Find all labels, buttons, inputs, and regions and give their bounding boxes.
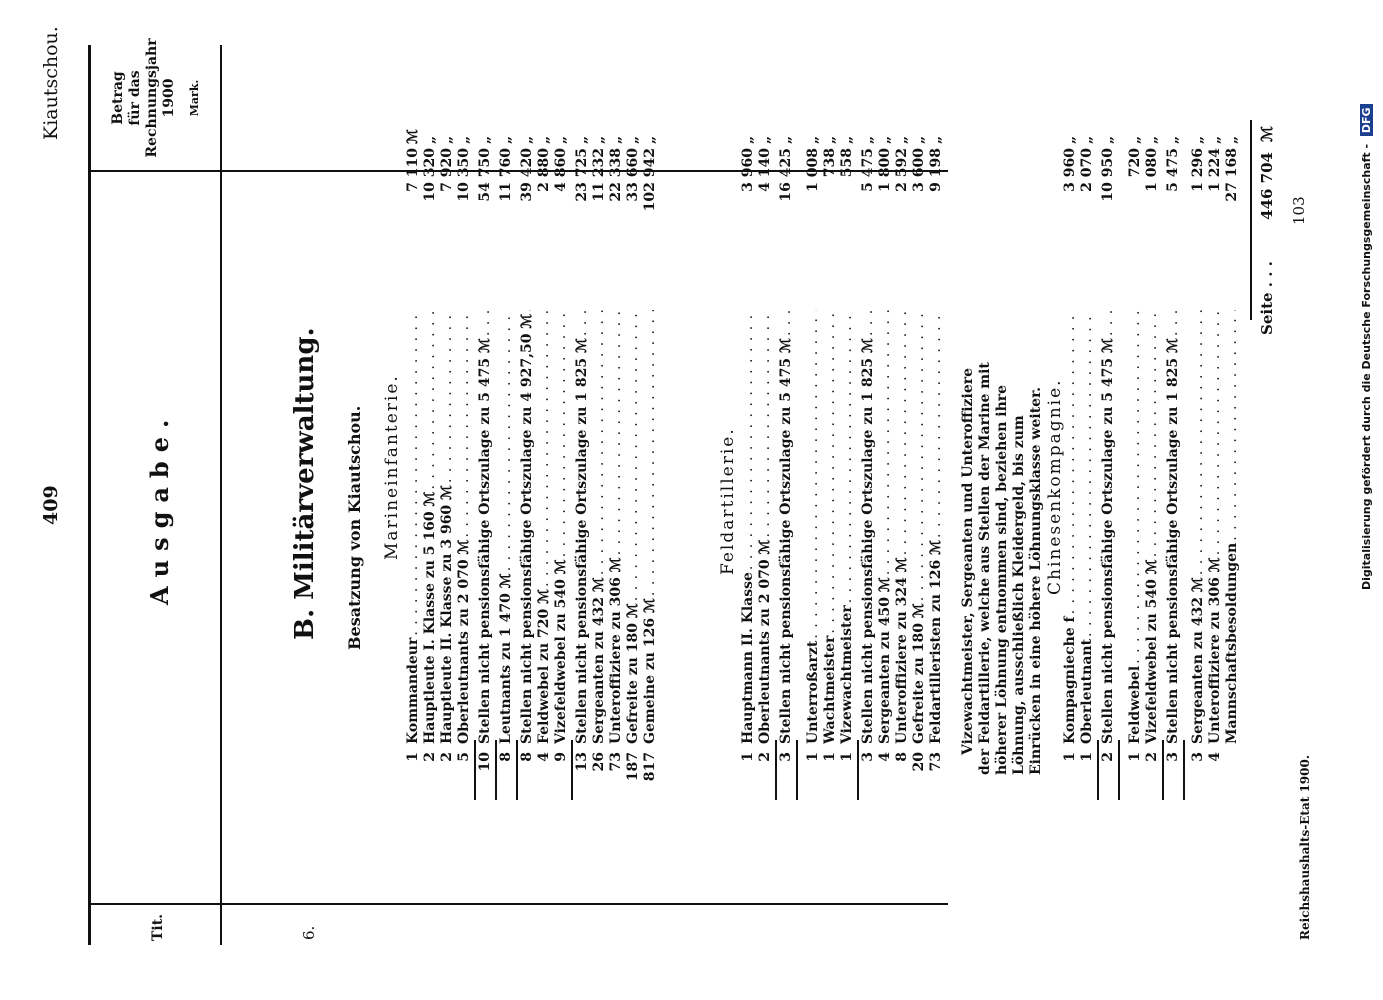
table-row (519, 110, 536, 800)
row-amount: 1 800 (877, 148, 893, 192)
row-text: Vizefeldwebel zu 540 ℳ (1144, 559, 1160, 744)
row-text: Hauptleute I. Klasse zu 5 160 ℳ (422, 491, 438, 744)
row-quantity: 9 (553, 752, 569, 762)
row-unit: „ (536, 135, 552, 144)
row-label (574, 310, 591, 744)
table-row (1062, 110, 1079, 800)
table-row (928, 110, 945, 800)
row-text: Oberleutnants zu 2 070 ℳ (757, 539, 773, 744)
row-label (860, 310, 877, 744)
table-row (1100, 110, 1117, 800)
row-quantity: 817 (642, 752, 658, 782)
row-unit: „ (625, 135, 641, 144)
row-quantity: 4 (536, 752, 552, 762)
row-unit: „ (822, 135, 838, 144)
leader-dots (519, 310, 536, 312)
row-quantity: 1 (1079, 752, 1095, 762)
row-quantity: 4 (1207, 752, 1223, 762)
row-amount: 5 475 (860, 148, 876, 192)
col-header-amount-l3: Rechnungsjahr (144, 38, 160, 158)
row-quantity: 3 (778, 752, 794, 762)
group-heading-feldartillerie: Feldartillerie. (718, 427, 738, 575)
row-quantity: 1 (1062, 752, 1078, 762)
leader-dots (1207, 310, 1224, 555)
leader-dots (1062, 310, 1079, 614)
row-unit: „ (439, 135, 455, 144)
row-text: Stellen nicht pensionsfähige Ortszulage zu 1 825 ℳ (1165, 338, 1181, 744)
row-quantity: 1 (1127, 752, 1143, 762)
page-number: 409 (40, 485, 62, 525)
row-label (477, 310, 494, 744)
row-amount: 27 168 (1224, 148, 1240, 202)
table-row (642, 110, 659, 800)
row-amount: 11 232 (591, 148, 607, 202)
row-quantity: 1 (839, 752, 855, 762)
row-quantity: 8 (498, 752, 514, 762)
row-text: Stellen nicht pensionsfähige Ortszulage zu 5 475 ℳ (778, 338, 794, 744)
row-amount: 2 880 (536, 148, 552, 192)
row-amount: 1 080 (1144, 148, 1160, 192)
leader-dots (877, 310, 894, 575)
row-unit: „ (1127, 135, 1143, 144)
row-amount: 1 008 (805, 148, 821, 192)
leader-dots (536, 310, 553, 587)
leader-dots (625, 310, 642, 601)
table-row (536, 110, 553, 800)
row-label (1100, 310, 1117, 744)
row-label (642, 310, 659, 744)
row-label (422, 310, 439, 744)
group-heading-chinesenkompagnie: Chinesenkompagnie. (1045, 378, 1065, 595)
leader-dots (574, 310, 591, 336)
total-label: Seite . . . (1258, 261, 1276, 335)
feldartillerie-note: Vizewachtmeister, Sergeanten und Unteroffiziere der Feldartillerie, welche aus Stellen der Marine mit höherer Löhnung entnommen sind, beziehen ihre Löhnung, ausschließlich Kleidergeld, bis zum Einrücken in eine höhere Löhnungsklasse weiter. (960, 362, 1044, 775)
table-row (1224, 110, 1241, 800)
row-text: Mannschaftsbesoldungen (1224, 542, 1240, 744)
leader-dots (1190, 310, 1207, 575)
row-amount: 7 920 (439, 148, 455, 192)
subtotal-rule (571, 740, 573, 800)
table-row (839, 110, 856, 800)
row-unit: „ (860, 135, 876, 144)
row-text: Feldwebel zu 720 ℳ (536, 588, 552, 744)
row-label (591, 310, 608, 744)
row-quantity: 1 (822, 752, 838, 762)
leader-dots (553, 310, 570, 557)
row-label (839, 310, 856, 744)
leader-dots (439, 310, 456, 483)
row-quantity: 1 (405, 752, 421, 762)
leader-dots (894, 310, 911, 555)
tit-number: 6. (300, 925, 318, 940)
subtotal-rule (775, 740, 777, 800)
row-quantity: 8 (519, 752, 535, 762)
subtotal-rule (857, 740, 859, 800)
row-text: Hauptmann II. Klasse (740, 572, 756, 744)
row-amount: 54 750 (477, 148, 493, 202)
row-text: Vizefeldwebel zu 540 ℳ (553, 559, 569, 744)
table-row (1079, 110, 1096, 800)
col-header-amount-l4: 1900 (161, 78, 177, 118)
row-label (456, 310, 473, 744)
table-row (778, 110, 795, 800)
row-text: Gemeine zu 126 ℳ (642, 598, 658, 744)
leader-dots (740, 310, 757, 570)
row-text: Unteroffiziere zu 306 ℳ (608, 557, 624, 744)
subtotal-rule (1162, 740, 1164, 800)
row-quantity: 73 (608, 752, 624, 772)
row-unit: „ (519, 135, 535, 144)
table-top-rule (88, 45, 91, 945)
row-unit: „ (928, 135, 944, 144)
leader-dots (591, 310, 608, 575)
row-amount: 9 198 (928, 148, 944, 192)
leader-dots (839, 310, 856, 603)
row-label (805, 310, 822, 744)
row-unit: „ (805, 135, 821, 144)
row-amount: 3 960 (740, 148, 756, 192)
subtotal-rule (1097, 740, 1099, 800)
leader-dots (1100, 310, 1117, 336)
row-quantity: 2 (422, 752, 438, 762)
leader-dots (477, 310, 494, 336)
footer-left: Reichshaushalts-Etat 1900. (1298, 754, 1312, 940)
row-amount: 3 960 (1062, 148, 1078, 192)
row-quantity: 1 (805, 752, 821, 762)
row-amount: 2 070 (1079, 148, 1095, 192)
col-header-amount (110, 28, 203, 168)
dfg-logo: DFG (1360, 104, 1373, 136)
table-row (1190, 110, 1207, 800)
row-text: Unterroßarzt (805, 640, 821, 744)
row-amount: 4 860 (553, 148, 569, 192)
row-text: Gefreite zu 180 ℳ (911, 603, 927, 744)
table-row (439, 110, 456, 800)
table-row (405, 110, 422, 800)
row-text: Stellen nicht pensionsfähige Ortszulage zu 5 475 ℳ (477, 338, 493, 744)
row-amount: 3 600 (911, 148, 927, 192)
subtotal-rule (1183, 740, 1185, 800)
table-row (860, 110, 877, 800)
row-amount: 4 140 (757, 148, 773, 192)
row-quantity: 3 (1190, 752, 1206, 762)
total-amount: 446 704 (1258, 152, 1276, 220)
row-quantity: 1 (740, 752, 756, 762)
row-text: Kompagnieche f (1062, 616, 1078, 744)
row-unit: „ (839, 135, 855, 144)
table-row (822, 110, 839, 800)
row-unit: „ (477, 135, 493, 144)
leader-dots (456, 310, 473, 538)
row-label (498, 310, 515, 744)
table-row (1127, 110, 1144, 800)
table-row (422, 110, 439, 800)
row-unit: „ (574, 135, 590, 144)
leader-dots (1079, 310, 1096, 637)
col-header-amount-l2: für das (127, 70, 143, 126)
leader-dots (1127, 310, 1144, 664)
row-quantity: 3 (1165, 752, 1181, 762)
page-title: Ausgabe. (145, 410, 174, 605)
row-text: Kommandeur (405, 637, 421, 744)
leader-dots (822, 310, 839, 634)
row-amount: 2 592 (894, 148, 910, 192)
footer-page: 103 (1290, 196, 1308, 225)
row-quantity: 187 (625, 752, 641, 782)
row-quantity: 2 (1144, 752, 1160, 762)
row-amount: 16 425 (778, 148, 794, 202)
row-text: Stellen nicht pensionsfähige Ortszulage zu 1 825 ℳ (860, 338, 876, 744)
leader-dots (757, 310, 774, 538)
row-amount: 23 725 (574, 148, 590, 202)
row-unit: „ (1165, 135, 1181, 144)
table-row (1144, 110, 1161, 800)
leader-dots (422, 310, 439, 490)
row-unit: „ (1207, 135, 1223, 144)
row-amount: 102 942 (642, 148, 658, 212)
row-quantity: 8 (894, 752, 910, 762)
section-heading: B. Militärverwaltung. (290, 327, 320, 640)
row-unit: „ (1144, 135, 1160, 144)
row-quantity: 5 (456, 752, 472, 762)
row-quantity: 4 (877, 752, 893, 762)
row-label (911, 310, 928, 744)
subsection-heading: Besatzung von Kiautschou. (345, 405, 364, 650)
leader-dots (498, 310, 515, 571)
table-row (740, 110, 757, 800)
row-amount: 10 320 (422, 148, 438, 202)
leader-dots (1224, 310, 1241, 541)
table-row (456, 110, 473, 800)
total-rule (1250, 120, 1252, 320)
row-label (608, 310, 625, 744)
row-text: Stellen nicht pensionsfähige Ortszulage zu 4 927,50 ℳ (519, 313, 535, 744)
leader-dots (911, 310, 928, 601)
row-unit: „ (591, 135, 607, 144)
row-label (1190, 310, 1207, 744)
row-amount: 1 296 (1190, 148, 1206, 192)
row-label (822, 310, 839, 744)
table-row (757, 110, 774, 800)
running-head: Kiautschou. (40, 26, 62, 140)
row-amount: 10 350 (456, 148, 472, 202)
leader-dots (642, 310, 659, 596)
row-text: Unteroffiziere zu 306 ℳ (1207, 557, 1223, 744)
subtotal-rule (474, 740, 476, 800)
row-amount: 738 (822, 148, 838, 178)
row-unit: „ (642, 135, 658, 144)
table-row (574, 110, 591, 800)
table-row (1207, 110, 1224, 800)
row-amount: 33 660 (625, 148, 641, 202)
row-amount: 1 224 (1207, 148, 1223, 192)
subtotal-rule (1118, 740, 1120, 800)
row-amount: 5 475 (1165, 148, 1181, 192)
row-label (928, 310, 945, 744)
row-unit: „ (553, 135, 569, 144)
table-row (1165, 110, 1182, 800)
row-unit: „ (1190, 135, 1206, 144)
row-unit: „ (456, 135, 472, 144)
table-row (877, 110, 894, 800)
table-row (608, 110, 625, 800)
subtotal-rule (495, 740, 497, 800)
leader-dots (405, 310, 422, 636)
row-quantity: 2 (757, 752, 773, 762)
row-quantity: 2 (1100, 752, 1116, 762)
row-amount: 558 (839, 148, 855, 178)
subtotal-rule (516, 740, 518, 800)
header-bottom-rule (220, 45, 222, 945)
row-amount: 10 950 (1100, 148, 1116, 202)
row-quantity: 20 (911, 752, 927, 772)
row-unit: „ (894, 135, 910, 144)
row-quantity: 10 (477, 752, 493, 772)
row-amount: 11 760 (498, 148, 514, 202)
row-quantity: 73 (928, 752, 944, 772)
table-row (894, 110, 911, 800)
leader-dots (778, 310, 795, 336)
tit-column-rule (88, 903, 948, 905)
row-quantity: 26 (591, 752, 607, 772)
row-text: Leutnants zu 1 470 ℳ (498, 573, 514, 744)
row-text: Sergeanten zu 432 ℳ (591, 577, 607, 744)
leader-dots (1144, 310, 1161, 557)
row-unit: „ (608, 135, 624, 144)
row-label (894, 310, 911, 744)
row-quantity: 13 (574, 752, 590, 772)
row-label (778, 310, 795, 744)
total-unit: ℳ (1258, 125, 1276, 142)
table-row (553, 110, 570, 800)
row-unit: „ (498, 135, 514, 144)
col-header-tit: Tit. (150, 913, 166, 942)
row-text: Stellen nicht pensionsfähige Ortszulage zu 5 475 ℳ (1100, 338, 1116, 744)
col-header-amount-l1: Betrag (110, 71, 126, 125)
row-unit: „ (757, 135, 773, 144)
leader-dots (805, 310, 822, 639)
row-text: Gefreite zu 180 ℳ (625, 603, 641, 744)
row-label (536, 310, 553, 744)
leader-dots (1165, 310, 1182, 336)
row-unit: „ (1100, 135, 1116, 144)
table-row (625, 110, 642, 800)
row-unit: „ (877, 135, 893, 144)
row-unit: „ (1062, 135, 1078, 144)
leader-dots (860, 310, 877, 336)
col-header-unit: Mark. (188, 79, 201, 117)
row-label (625, 310, 642, 744)
row-amount: 7 110 (405, 148, 421, 192)
row-text: Sergeanten zu 432 ℳ (1190, 577, 1206, 744)
row-label (1062, 310, 1079, 744)
row-label (1224, 310, 1241, 744)
row-amount: 22 338 (608, 148, 624, 202)
row-label (519, 310, 536, 744)
table-row (911, 110, 928, 800)
row-unit: „ (778, 135, 794, 144)
row-label (1144, 310, 1161, 744)
row-unit: „ (422, 135, 438, 144)
row-label (740, 310, 757, 744)
row-text: Feldartilleristen zu 126 ℳ (928, 539, 944, 744)
digitization-credit (1360, 104, 1373, 590)
subtotal-rule (796, 740, 798, 800)
table-row (477, 110, 494, 800)
row-unit: ℳ (405, 129, 421, 144)
credit-text: Digitalisierung gefördert durch die Deutsche Forschungsgemeinschaft - (1360, 143, 1373, 590)
row-label (1127, 310, 1144, 744)
group-heading-marineinfanterie: Marineinfanterie. (382, 374, 402, 560)
row-label (439, 310, 456, 744)
row-unit: „ (1224, 135, 1240, 144)
row-text: Feldwebel (1127, 665, 1143, 744)
row-unit: „ (911, 135, 927, 144)
row-amount: 720 (1127, 148, 1143, 178)
row-text: Unteroffiziere zu 324 ℳ (894, 557, 910, 744)
row-text: Oberleutnant (1079, 638, 1095, 744)
row-quantity: 3 (860, 752, 876, 762)
row-label (553, 310, 570, 744)
row-quantity: 2 (439, 752, 455, 762)
row-label (1165, 310, 1182, 744)
row-label (1079, 310, 1096, 744)
row-amount: 39 420 (519, 148, 535, 202)
row-unit: „ (1079, 135, 1095, 144)
row-text: Wachtmeister (822, 635, 838, 744)
row-label (1207, 310, 1224, 744)
row-unit: „ (740, 135, 756, 144)
row-text: Hauptleute II. Klasse zu 3 960 ℳ (439, 484, 455, 744)
table-row (498, 110, 515, 800)
row-text: Stellen nicht pensionsfähige Ortszulage zu 1 825 ℳ (574, 338, 590, 744)
row-label (757, 310, 774, 744)
table-row (591, 110, 608, 800)
row-label (877, 310, 894, 744)
row-text: Sergeanten zu 450 ℳ (877, 577, 893, 744)
leader-dots (928, 310, 945, 538)
row-text: Vizewachtmeister (839, 605, 855, 744)
row-label (405, 310, 422, 744)
row-text: Oberleutnants zu 2 070 ℳ (456, 539, 472, 744)
table-row (805, 110, 822, 800)
leader-dots (608, 310, 625, 555)
